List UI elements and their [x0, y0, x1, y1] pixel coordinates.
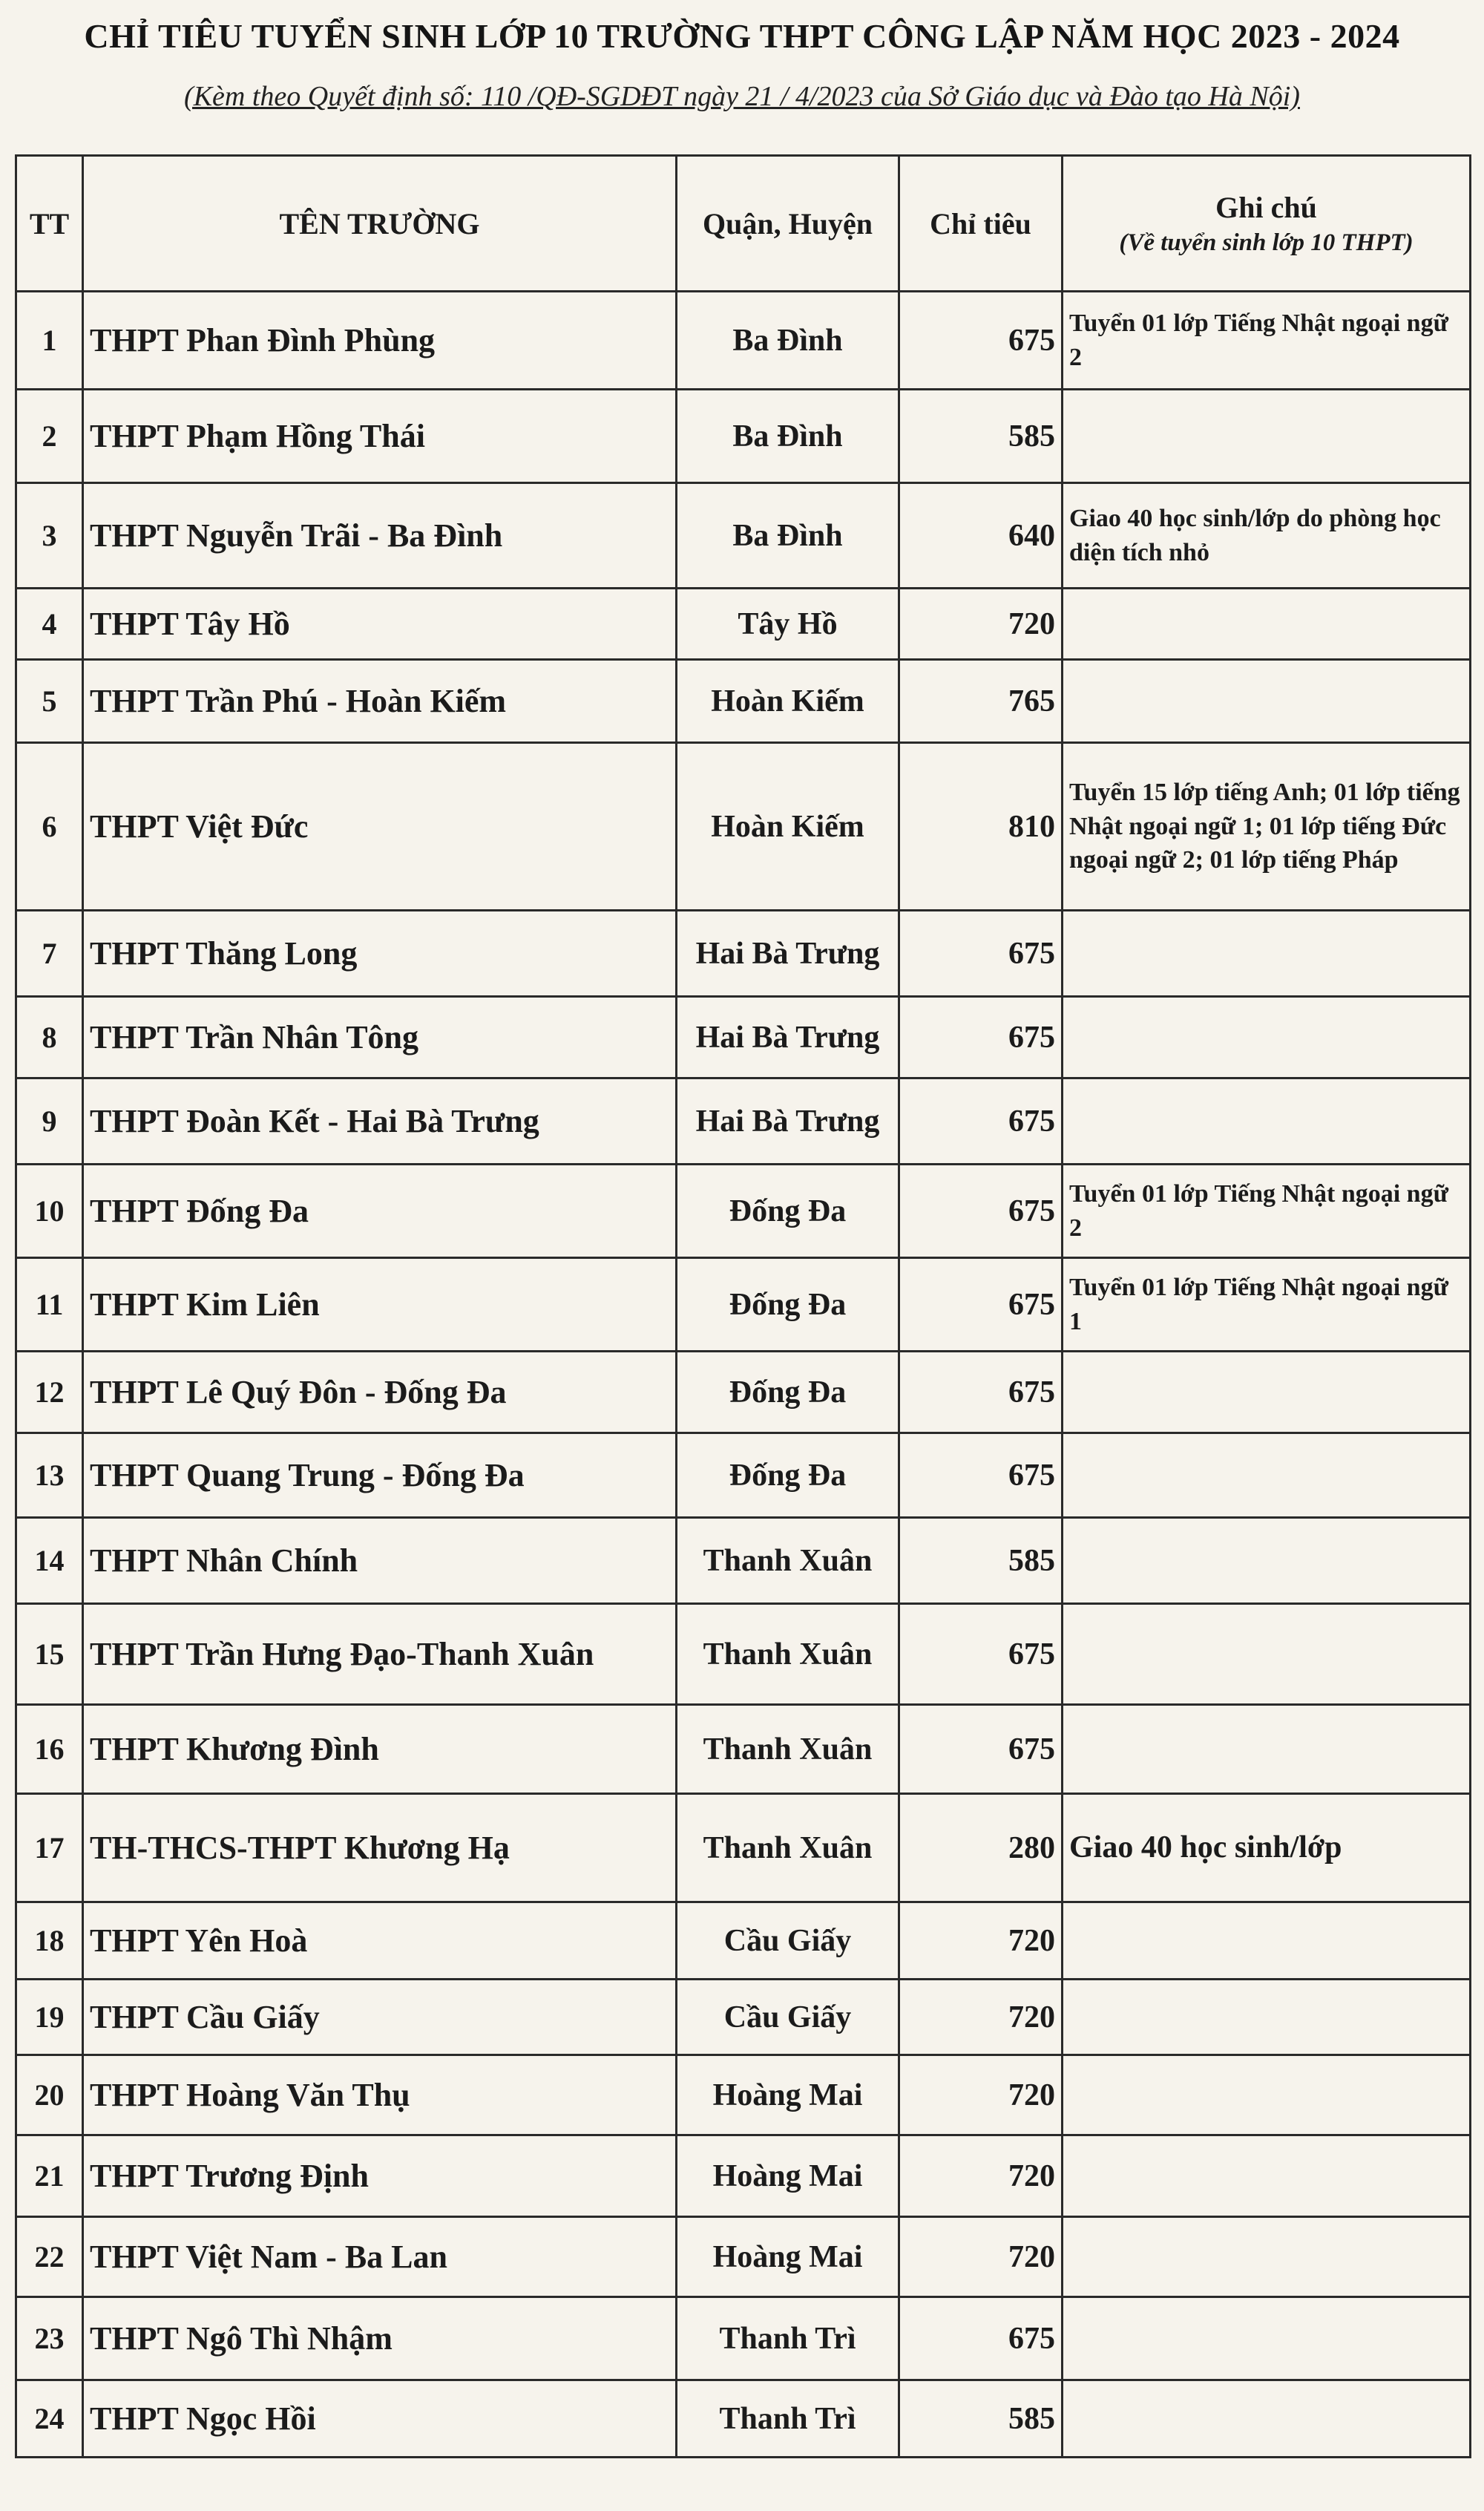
table-row	[16, 911, 1471, 997]
row-district: Hoàng Mai	[677, 2217, 899, 2297]
row-district: Đống Đa	[677, 1433, 899, 1518]
row-tt: 23	[16, 2297, 83, 2380]
row-tt: 4	[16, 589, 83, 660]
quota-table	[15, 154, 1471, 2458]
table-row	[16, 1165, 1471, 1258]
table-row	[16, 483, 1471, 589]
row-district: Ba Đình	[677, 292, 899, 390]
row-tt: 2	[16, 390, 83, 483]
row-school-name: THPT Quang Trung - Đống Đa	[83, 1433, 677, 1518]
row-note	[1063, 1902, 1471, 1980]
row-school-name: THPT Khương Đình	[83, 1705, 677, 1794]
header-district: Quận, Huyện	[677, 156, 899, 292]
row-note: Tuyển 01 lớp Tiếng Nhật ngoại ngữ 2	[1063, 1165, 1471, 1258]
row-tt: 18	[16, 1902, 83, 1980]
row-quota: 675	[899, 911, 1063, 997]
row-district: Ba Đình	[677, 390, 899, 483]
row-school-name: TH-THCS-THPT Khương Hạ	[83, 1794, 677, 1902]
row-quota: 675	[899, 1078, 1063, 1165]
row-district: Thanh Xuân	[677, 1604, 899, 1705]
header-tt: TT	[16, 156, 83, 292]
row-school-name: THPT Yên Hoà	[83, 1902, 677, 1980]
row-note	[1063, 660, 1471, 743]
row-quota: 675	[899, 997, 1063, 1078]
row-school-name: THPT Trần Hưng Đạo-Thanh Xuân	[83, 1604, 677, 1705]
header-note-subtitle: (Về tuyển sinh lớp 10 THPT)	[1119, 229, 1414, 256]
row-quota: 675	[899, 2297, 1063, 2380]
row-school-name: THPT Kim Liên	[83, 1258, 677, 1352]
row-tt: 17	[16, 1794, 83, 1902]
row-note	[1063, 2217, 1471, 2297]
row-district: Đống Đa	[677, 1258, 899, 1352]
row-district: Hoàng Mai	[677, 2135, 899, 2217]
row-district: Đống Đa	[677, 1165, 899, 1258]
row-district: Hoàng Mai	[677, 2055, 899, 2135]
row-tt: 5	[16, 660, 83, 743]
row-school-name: THPT Phan Đình Phùng	[83, 292, 677, 390]
header-note-title: Ghi chú	[1215, 191, 1317, 224]
row-note	[1063, 1078, 1471, 1165]
row-tt: 14	[16, 1518, 83, 1604]
row-note: Tuyển 15 lớp tiếng Anh; 01 lớp tiếng Nhật ngoại ngữ 1; 01 lớp tiếng Đức ngoại ngữ 2; 01 lớp tiếng Pháp	[1063, 743, 1471, 911]
row-tt: 20	[16, 2055, 83, 2135]
row-tt: 22	[16, 2217, 83, 2297]
row-quota: 675	[899, 1352, 1063, 1433]
row-district: Hoàn Kiếm	[677, 660, 899, 743]
row-note	[1063, 2055, 1471, 2135]
row-school-name: THPT Thăng Long	[83, 911, 677, 997]
row-tt: 9	[16, 1078, 83, 1165]
row-note	[1063, 390, 1471, 483]
table-row	[16, 1980, 1471, 2055]
row-school-name: THPT Đống Đa	[83, 1165, 677, 1258]
row-note	[1063, 2135, 1471, 2217]
row-tt: 10	[16, 1165, 83, 1258]
table-row	[16, 2135, 1471, 2217]
row-tt: 7	[16, 911, 83, 997]
row-quota: 280	[899, 1794, 1063, 1902]
table-body	[16, 292, 1471, 2458]
document-title: CHỈ TIÊU TUYỂN SINH LỚP 10 TRƯỜNG THPT CÔNG LẬP NĂM HỌC 2023 - 2024	[84, 17, 1400, 55]
row-note	[1063, 2380, 1471, 2458]
row-note	[1063, 1352, 1471, 1433]
row-school-name: THPT Trương Định	[83, 2135, 677, 2217]
row-school-name: THPT Lê Quý Đôn - Đống Đa	[83, 1352, 677, 1433]
row-school-name: THPT Ngọc Hồi	[83, 2380, 677, 2458]
row-quota: 585	[899, 390, 1063, 483]
row-quota: 810	[899, 743, 1063, 911]
row-note: Giao 40 học sinh/lớp do phòng học diện tích nhỏ	[1063, 483, 1471, 589]
row-school-name: THPT Tây Hồ	[83, 589, 677, 660]
row-tt: 3	[16, 483, 83, 589]
row-school-name: THPT Hoàng Văn Thụ	[83, 2055, 677, 2135]
row-school-name: THPT Ngô Thì Nhậm	[83, 2297, 677, 2380]
row-district: Cầu Giấy	[677, 1980, 899, 2055]
table-row	[16, 1794, 1471, 1902]
row-tt: 15	[16, 1604, 83, 1705]
row-tt: 21	[16, 2135, 83, 2217]
row-tt: 8	[16, 997, 83, 1078]
row-note	[1063, 911, 1471, 997]
row-note: Tuyển 01 lớp Tiếng Nhật ngoại ngữ 1	[1063, 1258, 1471, 1352]
row-quota: 720	[899, 2217, 1063, 2297]
row-note	[1063, 1705, 1471, 1794]
row-district: Đống Đa	[677, 1352, 899, 1433]
row-note: Tuyển 01 lớp Tiếng Nhật ngoại ngữ 2	[1063, 292, 1471, 390]
row-quota: 585	[899, 2380, 1063, 2458]
document-subtitle: (Kèm theo Quyết định số: 110 /QĐ-SGDĐT ngày 21 / 4/2023 của Sở Giáo dục và Đào tạo Hà Nội)	[184, 81, 1300, 112]
row-note	[1063, 589, 1471, 660]
table-row	[16, 2055, 1471, 2135]
table-row	[16, 2217, 1471, 2297]
table-row	[16, 1902, 1471, 1980]
table-row	[16, 997, 1471, 1078]
row-note	[1063, 2297, 1471, 2380]
row-quota: 675	[899, 1258, 1063, 1352]
row-note	[1063, 1518, 1471, 1604]
table-row	[16, 2297, 1471, 2380]
table-row	[16, 390, 1471, 483]
row-quota: 675	[899, 1705, 1063, 1794]
row-district: Hai Bà Trưng	[677, 1078, 899, 1165]
row-school-name: THPT Việt Đức	[83, 743, 677, 911]
table-row	[16, 743, 1471, 911]
row-tt: 13	[16, 1433, 83, 1518]
row-quota: 720	[899, 1980, 1063, 2055]
table-row	[16, 1518, 1471, 1604]
row-school-name: THPT Trần Nhân Tông	[83, 997, 677, 1078]
row-quota: 765	[899, 660, 1063, 743]
row-quota: 720	[899, 2135, 1063, 2217]
row-tt: 1	[16, 292, 83, 390]
row-school-name: THPT Nguyễn Trãi - Ba Đình	[83, 483, 677, 589]
row-tt: 24	[16, 2380, 83, 2458]
table-row	[16, 660, 1471, 743]
row-district: Hoàn Kiếm	[677, 743, 899, 911]
table-row	[16, 292, 1471, 390]
row-note	[1063, 1433, 1471, 1518]
row-quota: 720	[899, 2055, 1063, 2135]
table-row	[16, 2380, 1471, 2458]
table-row	[16, 589, 1471, 660]
table-row	[16, 1705, 1471, 1794]
row-district: Thanh Xuân	[677, 1518, 899, 1604]
header-note	[1063, 156, 1471, 292]
row-district: Thanh Trì	[677, 2380, 899, 2458]
header-school-name: TÊN TRƯỜNG	[83, 156, 677, 292]
row-district: Tây Hồ	[677, 589, 899, 660]
row-tt: 19	[16, 1980, 83, 2055]
row-note: Giao 40 học sinh/lớp	[1063, 1794, 1471, 1902]
row-tt: 16	[16, 1705, 83, 1794]
row-tt: 11	[16, 1258, 83, 1352]
row-district: Hai Bà Trưng	[677, 997, 899, 1078]
row-district: Thanh Xuân	[677, 1705, 899, 1794]
table-row	[16, 1604, 1471, 1705]
row-quota: 640	[899, 483, 1063, 589]
row-district: Thanh Xuân	[677, 1794, 899, 1902]
row-quota: 675	[899, 1433, 1063, 1518]
row-school-name: THPT Việt Nam - Ba Lan	[83, 2217, 677, 2297]
row-note	[1063, 997, 1471, 1078]
row-quota: 675	[899, 1165, 1063, 1258]
table-header-row	[16, 156, 1471, 292]
row-school-name: THPT Trần Phú - Hoàn Kiếm	[83, 660, 677, 743]
row-district: Thanh Trì	[677, 2297, 899, 2380]
row-quota: 675	[899, 1604, 1063, 1705]
row-note	[1063, 1604, 1471, 1705]
row-school-name: THPT Cầu Giấy	[83, 1980, 677, 2055]
header-quota: Chỉ tiêu	[899, 156, 1063, 292]
row-note	[1063, 1980, 1471, 2055]
row-district: Hai Bà Trưng	[677, 911, 899, 997]
row-district: Cầu Giấy	[677, 1902, 899, 1980]
table-row	[16, 1258, 1471, 1352]
row-school-name: THPT Phạm Hồng Thái	[83, 390, 677, 483]
row-school-name: THPT Đoàn Kết - Hai Bà Trưng	[83, 1078, 677, 1165]
row-quota: 585	[899, 1518, 1063, 1604]
row-school-name: THPT Nhân Chính	[83, 1518, 677, 1604]
table-row	[16, 1352, 1471, 1433]
row-quota: 720	[899, 589, 1063, 660]
row-tt: 12	[16, 1352, 83, 1433]
row-quota: 720	[899, 1902, 1063, 1980]
row-district: Ba Đình	[677, 483, 899, 589]
row-tt: 6	[16, 743, 83, 911]
row-quota: 675	[899, 292, 1063, 390]
table-row	[16, 1078, 1471, 1165]
table-row	[16, 1433, 1471, 1518]
